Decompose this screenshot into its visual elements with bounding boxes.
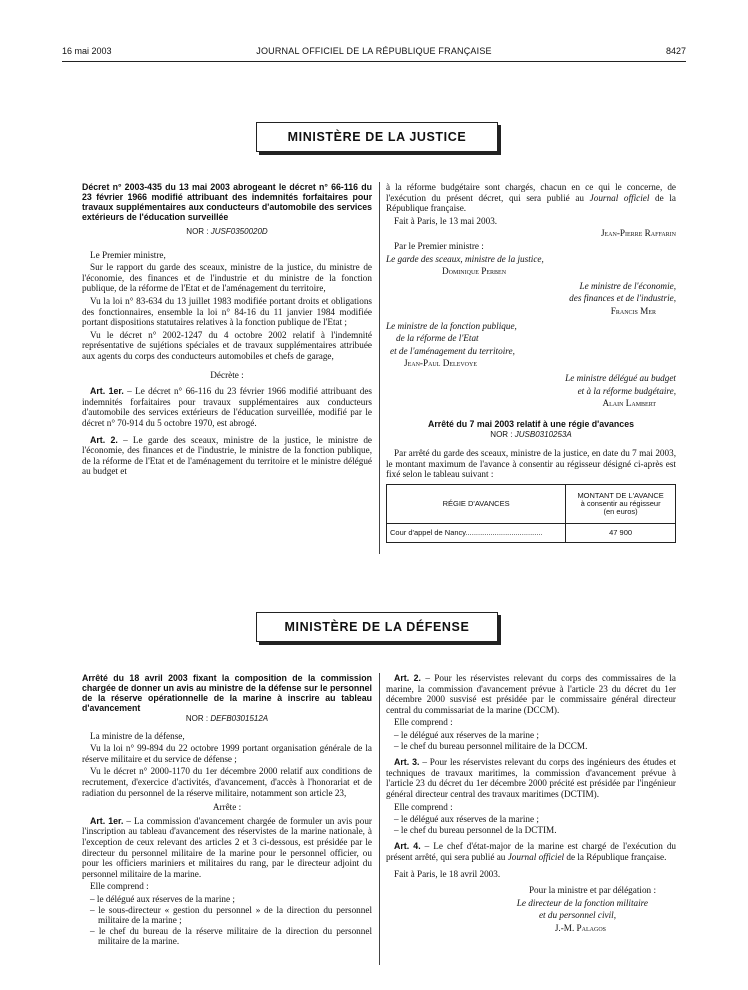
decret-p4: Vu le décret n° 2002-1247 du 4 octobre 2002 relatif à l'indemnité représentative de sujétions spéciales et de travaux supplémentaires attribuée aux agents du corps des conducteurs automobiles et chefs de garage, — [82, 329, 372, 361]
defense-art2: Art. 2. – Pour les réservistes relevant du corps des commissaires de la marine, la commission d'avancement prévue à l'article 23 du décret du 1er décembre 2000 susvisé est présidée par le commissaire général directeur central du commissariat de la marine (DCCM). — [386, 673, 676, 715]
header-date: 16 mai 2003 — [62, 46, 112, 56]
garde-name: Dominique Perben — [442, 266, 507, 277]
defense-sig-1: Pour la ministre et par délégation : — [528, 885, 656, 896]
justice-left-column — [82, 182, 372, 479]
defense-art3: Art. 3. – Pour les réservistes relevant du corps des ingénieurs des études et techniques de travaux maritimes, la commission d'avancement prévue à l'article 23 du décret du 1er décembre 2000 précité est présidée par l'ingénieur général directeur central des travaux maritimes (DCTIM). — [386, 757, 676, 799]
defense-arrete-nor: NOR : DEFB0301512A — [185, 714, 269, 723]
decret-p1: Le Premier ministre, — [90, 249, 166, 260]
defense-art4: Art. 4. – Le chef d'état-major de la marine est chargé de l'exécution du présent arrêté, qui sera publié au Journal officiel de la République française. — [386, 841, 677, 862]
column-divider-defense — [379, 673, 380, 965]
list-item: – le chef du bureau de la réserve militaire de la direction du personnel militaire de la marine. — [90, 925, 372, 947]
list-item: – le délégué aux réserves de la marine ; — [394, 814, 539, 825]
montant-col-header: MONTANT DE L'AVANCE à consentir au régisseur (en euros) — [566, 485, 676, 524]
defense-art2-list — [386, 730, 676, 751]
regie-table — [386, 484, 676, 543]
decret-art2: Art. 2. – Le garde des sceaux, ministre de la justice, le ministre de l'économie, des finances et de l'industrie, le ministre de la fonction publique, de la réforme de l'Etat et de l'aménagement du territoire et le ministre délégué au budget et — [82, 434, 372, 477]
regie-col-header: RÉGIE D'AVANCES — [387, 485, 566, 524]
decret-continuation: à la réforme budgétaire sont chargés, chacun en ce qui le concerne, de l'exécution du présent décret, qui sera publié au Journal officiel de la République française. — [386, 182, 676, 214]
defense-sig-name: J.-M. Palagos — [554, 922, 606, 933]
defense-sig-2: Le directeur de la fonction militaire — [516, 897, 648, 908]
eco-title-2: des finances et de l'industrie, — [569, 293, 676, 304]
bud-title-1: Le ministre délégué au budget — [565, 372, 676, 383]
header-journal-title: JOURNAL OFFICIEL DE LA RÉPUBLIQUE FRANÇAISE — [256, 46, 492, 56]
fp-title-2: de la réforme de l'Etat — [396, 333, 479, 344]
decret-p3: Vu la loi n° 83-634 du 13 juillet 1983 modifiée portant droits et obligations des fonctionnaires, ensemble la loi n° 84-16 du 11 janvier 1984 modifiée portant dispositions statutaires relatives à la fonction publique de l'Etat ; — [82, 295, 372, 328]
defense-art2-comprend: Elle comprend : — [394, 717, 453, 728]
list-item: – le délégué aux réserves de la marine ; — [90, 893, 235, 904]
defense-fait: Fait à Paris, le 18 avril 2003. — [394, 868, 501, 879]
defense-arrete-label: Arrête : — [212, 802, 242, 813]
bud-name: Alain Lambert — [602, 398, 656, 409]
defense-left-column — [82, 673, 372, 947]
defense-art1-list — [82, 894, 372, 947]
sig-premier-ministre: Jean-Pierre Raffarin — [600, 228, 676, 239]
fp-title-1: Le ministre de la fonction publique, — [386, 320, 517, 331]
eco-title-1: Le ministre de l'économie, — [579, 280, 676, 291]
decret-art1: Art. 1er. – Le décret n° 66-116 du 23 février 1966 modifié attribuant des indemnités forfaitaires pour travaux supplémentaires aux conducteurs d'automobile des services extérieurs de l'éducation surveillée, modifié par le décret n° 70-914 du 5 octobre 1970, est abrogé. — [82, 386, 372, 428]
defense-p1: La ministre de la défense, — [90, 730, 185, 741]
defense-art3-list — [386, 814, 676, 835]
table-row-value: 47 900 — [566, 524, 676, 543]
decret-nor: NOR : JUSF0350020D — [186, 227, 268, 236]
fp-name: Jean-Paul Delevoye — [404, 358, 477, 369]
ministry-justice-title: MINISTÈRE DE LA JUSTICE — [256, 122, 498, 152]
list-item: – le sous-directeur « gestion du personnel » de la direction du personnel militaire de la marine ; — [90, 904, 372, 926]
fp-title-3: et de l'aménagement du territoire, — [390, 345, 515, 356]
justice-right-column — [386, 182, 676, 543]
decret-title: Décret n° 2003-435 du 13 mai 2003 abrogeant le décret n° 66-116 du 23 février 1966 modifié attribuant des indemnités forfaitaires pour travaux supplémentaires aux conducteurs d'automobile des services extérieurs de l'éducation surveillée — [82, 182, 372, 222]
garde-title: Le garde des sceaux, ministre de la justice, — [386, 253, 544, 264]
list-item: – le chef du bureau personnel de la DCTIM. — [394, 824, 557, 835]
list-item: – le délégué aux réserves de la marine ; — [394, 729, 539, 740]
ministry-defense-title: MINISTÈRE DE LA DÉFENSE — [256, 612, 498, 642]
defense-art1: Art. 1er. – La commission d'avancement chargée de formuler un avis pour l'inscription au tableau d'avancement des réservistes de la marine nationale, à l'exception de ceux relevant des articles 2 et 3 ci-dessous, est présidée par le directeur du personnel militaire de la marine pour le personnel officier, ou pour les officiers mariniers et militaires du rang, par le directeur adjoint du personnel militaire de la marine. — [82, 815, 372, 879]
column-divider — [379, 182, 380, 554]
header-rule — [62, 61, 686, 62]
par-premier-ministre: Par le Premier ministre : — [394, 240, 484, 251]
decret-fait: Fait à Paris, le 13 mai 2003. — [394, 215, 498, 226]
defense-art1-comprend: Elle comprend : — [90, 881, 149, 892]
arrete-regie-title: Arrêté du 7 mai 2003 relatif à une régie d'avances — [428, 418, 634, 429]
eco-name: Francis Mer — [610, 305, 656, 316]
defense-arrete-title: Arrêté du 18 avril 2003 fixant la composition de la commission chargée de donner un avis au ministre de la défense sur le personnel de la réserve opérationnelle de la marine à inscrire au tableau d'avancement — [82, 673, 372, 713]
decret-decrete: Décrète : — [210, 369, 244, 380]
list-item: – le chef du bureau personnel militaire de la DCCM. — [394, 740, 588, 751]
decret-p2: Sur le rapport du garde des sceaux, ministre de la justice, du ministre de l'économie, des finances et de l'industrie et du ministre de la fonction publique, de la réforme de l'Etat et de l'aménagement du territoire, — [82, 262, 372, 294]
defense-p3: Vu le décret n° 2000-1170 du 1er décembre 2000 relatif aux conditions de recrutement, d'exercice d'activités, d'avancement, d'accès à l'honorariat et de radiation du personnel de la réserve militaire, notamment son article 23, — [82, 766, 372, 798]
defense-sig-3: et du personnel civil, — [538, 910, 616, 921]
header-page-number: 8427 — [665, 46, 686, 56]
arrete-regie-nor: NOR : JUSB0310253A — [490, 429, 572, 439]
arrete-regie-p1: Par arrêté du garde des sceaux, ministre de la justice, en date du 7 mai 2003, le montant maximum de l'avance à consentir au régisseur désigné ci-après est fixé selon le tableau suivant : — [386, 448, 676, 480]
table-row-label: Cour d'appel de Nancy..................................... — [387, 524, 566, 543]
defense-p2: Vu la loi n° 99-894 du 22 octobre 1999 portant organisation générale de la réserve militaire et du service de défense ; — [82, 743, 372, 764]
defense-art3-comprend: Elle comprend : — [394, 801, 453, 812]
bud-title-2: et à la réforme budgétaire, — [577, 385, 676, 396]
page-header — [62, 46, 686, 60]
defense-right-column — [386, 673, 676, 935]
